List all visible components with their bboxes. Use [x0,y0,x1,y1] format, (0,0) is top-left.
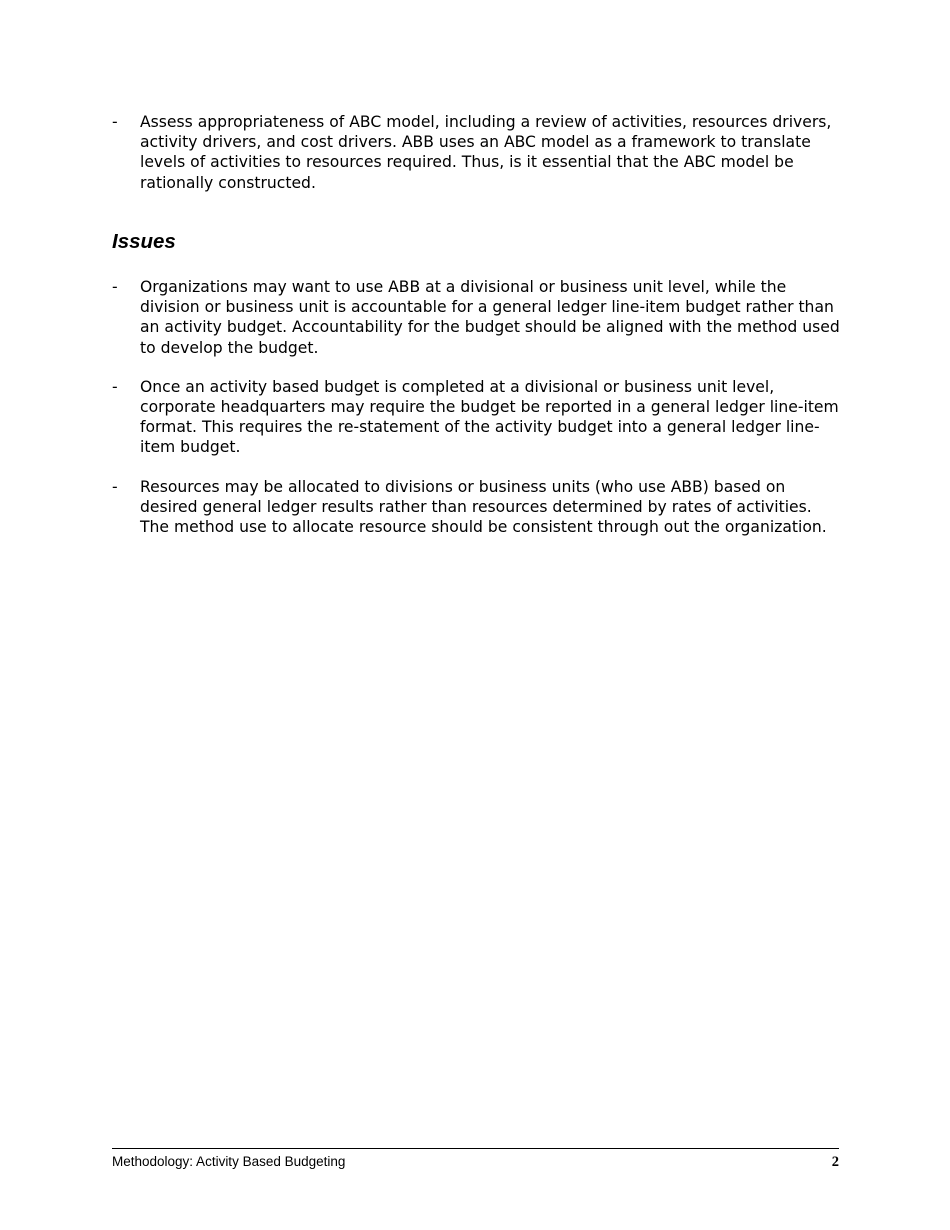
intro-bullet-list [112,112,842,212]
bullet-marker: - [112,278,118,296]
page-number: 2 [831,1154,839,1170]
issues-heading: Issues [112,230,176,253]
bullet-marker: - [112,477,118,496]
bullet-marker: - [112,113,118,131]
list-item [112,112,842,193]
page-footer [112,1148,839,1170]
list-item [112,277,842,358]
bullet-text: Resources may be allocated to divisions or business units (who use ABB) based on desired general ledger results rather than resources determined by rates of activities. The method use to allocate resource should be consistent through out the organization. [140,477,827,537]
bullet-text: Organizations may want to use ABB at a divisional or business unit level, while the division or business unit is accountable for a general ledger line-item budget rather than an activity budget. Accountability for the budget should be aligned with the method used to develop the budget. [140,278,840,357]
footer-title: Methodology: Activity Based Budgeting [112,1154,346,1169]
list-item [112,377,842,458]
list-item [112,477,842,538]
bullet-marker: - [112,377,118,396]
bullet-text: Assess appropriateness of ABC model, including a review of activities, resources drivers, activity drivers, and cost drivers. ABB uses an ABC model as a framework to translate levels of activities to resources required. Thus, is it essential that the ABC model be rationally constructed. [140,113,832,192]
issues-bullet-list [112,277,842,556]
bullet-text: Once an activity based budget is completed at a divisional or business unit level, corporate headquarters may require the budget be reported in a general ledger line-item format. This requires the re-statement of the activity budget into a general ledger line-item budget. [140,377,839,457]
